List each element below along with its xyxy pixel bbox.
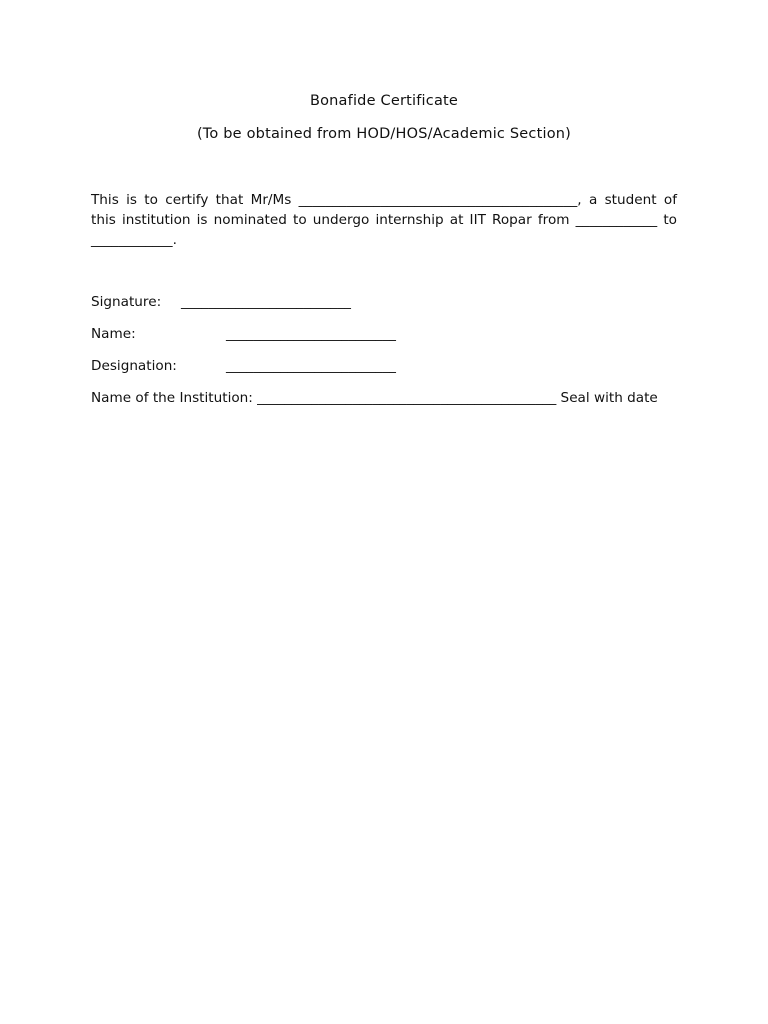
designation-field xyxy=(91,356,491,376)
designation-label: Designation: xyxy=(91,358,177,374)
institution-seal-line: Name of the Institution: ____________________________________________ Seal with date xyxy=(91,390,658,406)
certificate-subtitle: (To be obtained from HOD/HOS/Academic Section) xyxy=(196,126,572,142)
signature-field xyxy=(91,292,491,312)
name-blank-line: _________________________ xyxy=(226,326,396,342)
name-label: Name: xyxy=(91,326,136,342)
signature-label: Signature: xyxy=(91,294,162,310)
certification-paragraph: This is to certify that Mr/Ms _________________________________________, a student of this institution is nominated to undergo internship at IIT Ropar from ____________ to ____________. xyxy=(91,192,677,248)
designation-blank-line: _________________________ xyxy=(226,358,396,374)
signature-blank-line: _________________________ xyxy=(181,294,351,310)
name-field xyxy=(91,324,491,344)
certificate-title: Bonafide Certificate xyxy=(309,93,459,109)
